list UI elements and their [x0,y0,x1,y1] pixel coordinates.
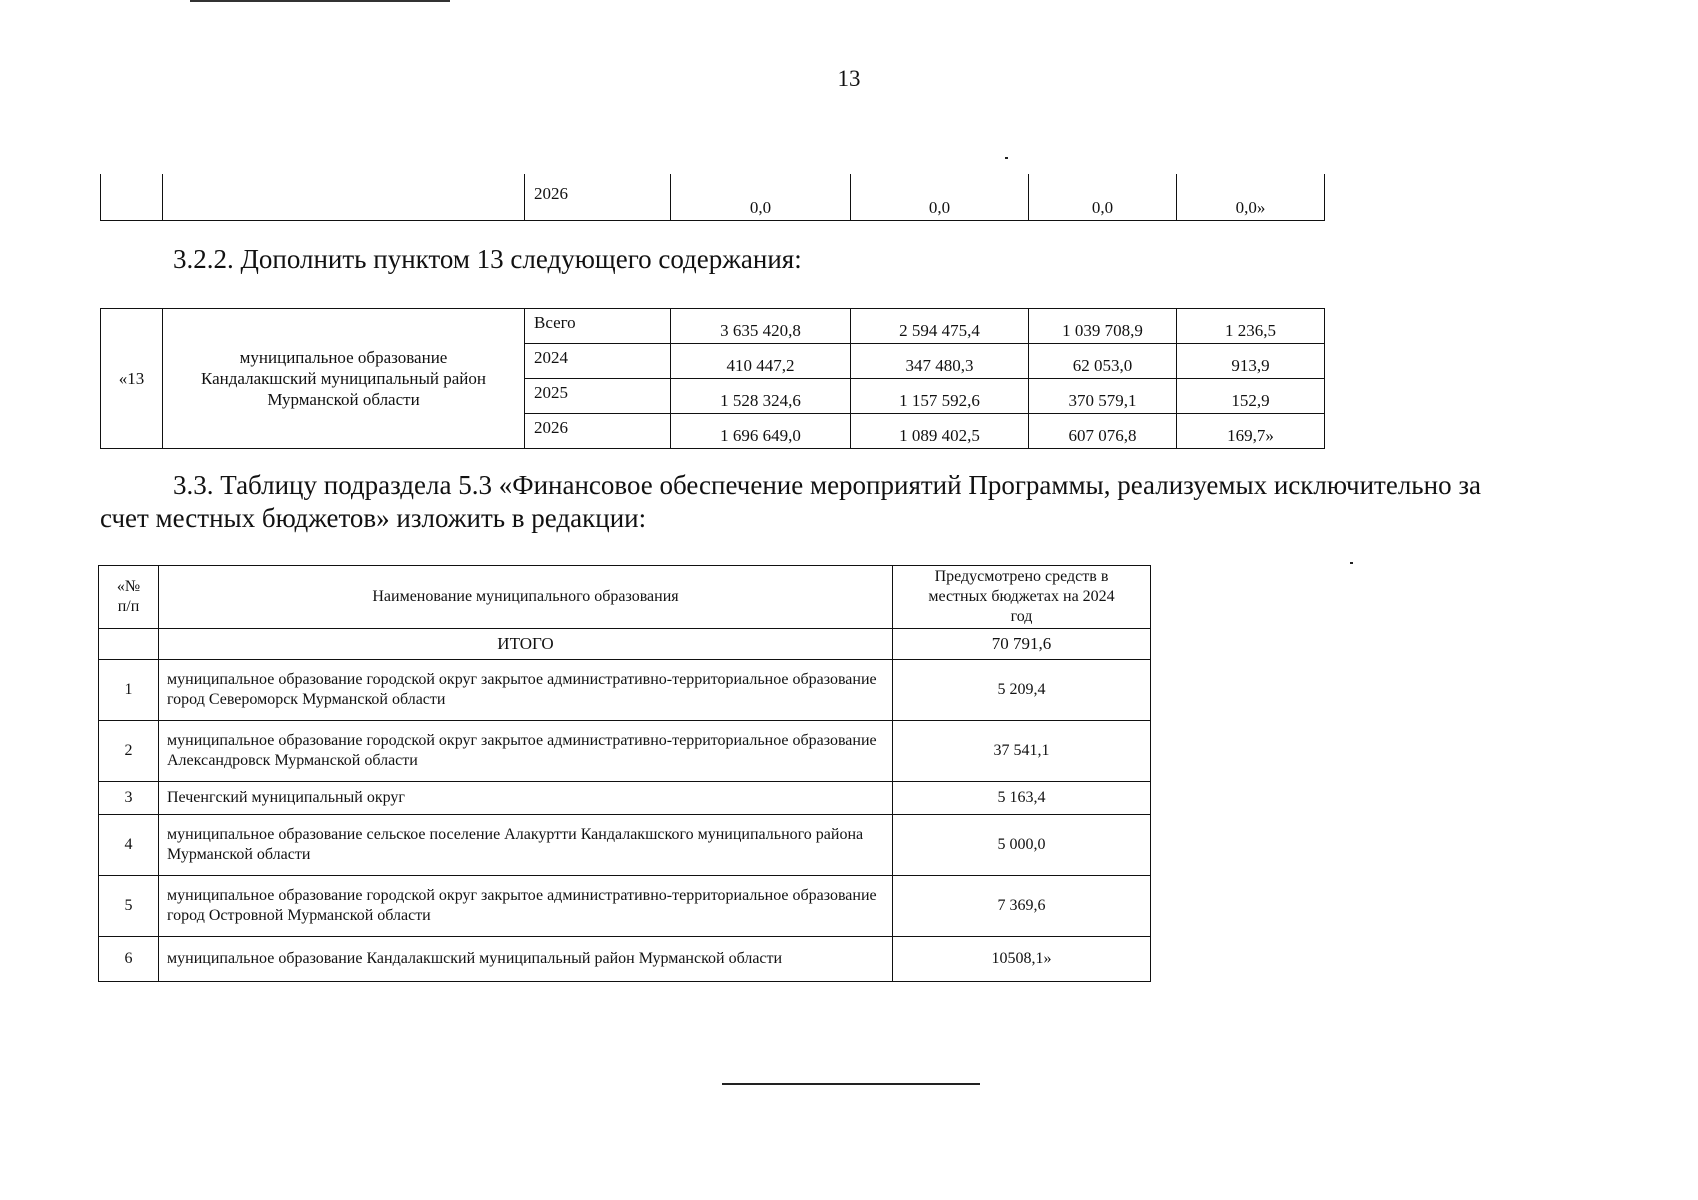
value-cell: 370 579,1 [1029,379,1177,414]
municipality-name: Печенгский муниципальный округ [159,782,893,815]
table-header-row [99,566,1151,629]
value-cell: 0,0 [851,174,1029,221]
table-row [99,815,1151,876]
table-row [99,782,1151,815]
value-cell: 2 594 475,4 [851,309,1029,344]
paragraph-3-3 [100,469,1600,535]
row-number: 4 [99,815,159,876]
empty-cell [163,174,525,221]
year-cell: 2025 [525,379,671,414]
row-number: 3 [99,782,159,815]
paragraph-line: 3.3. Таблицу подраздела 5.3 «Финансовое обеспечение мероприятий Программы, реализуемых исключительно за [173,470,1481,500]
amount-value: 5 209,4 [893,660,1151,721]
municipality-name: муниципальное образование городской округ закрытое административно-территориальное образование город Североморск Мурманской области [159,660,893,721]
value-cell: 3 635 420,8 [671,309,851,344]
header-number-cell [99,566,159,629]
year-cell: Всего [525,309,671,344]
value-cell: 62 053,0 [1029,344,1177,379]
value-cell: 1 039 708,9 [1029,309,1177,344]
row-number: 6 [99,937,159,982]
municipality-name: муниципальное образование Кандалакшский муниципальный район Мурманской области [159,937,893,982]
table-row [99,721,1151,782]
amount-value: 5 163,4 [893,782,1151,815]
total-row [99,629,1151,660]
table-row [99,876,1151,937]
top-edge-line [190,0,450,2]
paragraph-line: счет местных бюджетов» изложить в редакции: [100,503,647,533]
total-label: ИТОГО [159,629,893,660]
value-cell: 0,0 [671,174,851,221]
value-cell: 1 236,5 [1177,309,1325,344]
scan-speck [1005,157,1008,159]
header-text: год [1010,608,1033,625]
value-cell: 410 447,2 [671,344,851,379]
value-cell: 1 696 649,0 [671,414,851,449]
municipality-name: муниципальное образование городской округ закрытое административно-территориальное образование Александровск Мурманской области [159,721,893,782]
header-name-cell: Наименование муниципального образования [159,566,893,629]
year-cell: 2026 [525,174,671,221]
name-line: Кандалакшский муниципальный район [200,369,486,388]
row-number-cell: «13 [101,309,163,449]
municipality-name: муниципальное образование городской округ закрытое административно-территориальное образование город Островной Мурманской области [159,876,893,937]
year-cell: 2026 [525,414,671,449]
value-cell: 1 528 324,6 [671,379,851,414]
municipality-name: муниципальное образование сельское поселение Алакуртти Кандалакшского муниципального района Мурманской области [159,815,893,876]
value-cell: 607 076,8 [1029,414,1177,449]
value-cell: 152,9 [1177,379,1325,414]
table-row [99,937,1151,982]
row-number: 1 [99,660,159,721]
table-row [99,660,1151,721]
name-line: Мурманской области [267,390,420,409]
end-rule [722,1083,980,1085]
header-text: «№ [116,578,141,595]
table-row [101,174,1325,221]
item13-table [100,308,1325,449]
amount-value: 10508,1» [893,937,1151,982]
section-heading-3-2-2: 3.2.2. Дополнить пунктом 13 следующего содержания: [173,244,802,274]
continuation-table [100,174,1325,221]
amount-value: 37 541,1 [893,721,1151,782]
local-budget-table [98,565,1151,982]
empty-cell [101,174,163,221]
value-cell: 1 157 592,6 [851,379,1029,414]
value-cell: 169,7» [1177,414,1325,449]
row-number: 5 [99,876,159,937]
value-cell: 347 480,3 [851,344,1029,379]
page-number: 13 [837,66,861,91]
amount-value: 5 000,0 [893,815,1151,876]
municipality-name-cell [163,309,525,449]
value-cell: 0,0» [1177,174,1325,221]
amount-value: 7 369,6 [893,876,1151,937]
header-text: п/п [117,598,140,615]
table-row [101,309,1325,344]
header-amount-cell [893,566,1151,629]
name-line: муниципальное образование [239,348,448,367]
year-cell: 2024 [525,344,671,379]
total-value: 70 791,6 [893,629,1151,660]
scan-speck [1350,562,1353,564]
value-cell: 913,9 [1177,344,1325,379]
value-cell: 0,0 [1029,174,1177,221]
row-number: 2 [99,721,159,782]
header-text: Предусмотрено средств в [934,568,1109,585]
header-text: местных бюджетах на 2024 [928,588,1115,605]
value-cell: 1 089 402,5 [851,414,1029,449]
empty-cell [99,629,159,660]
